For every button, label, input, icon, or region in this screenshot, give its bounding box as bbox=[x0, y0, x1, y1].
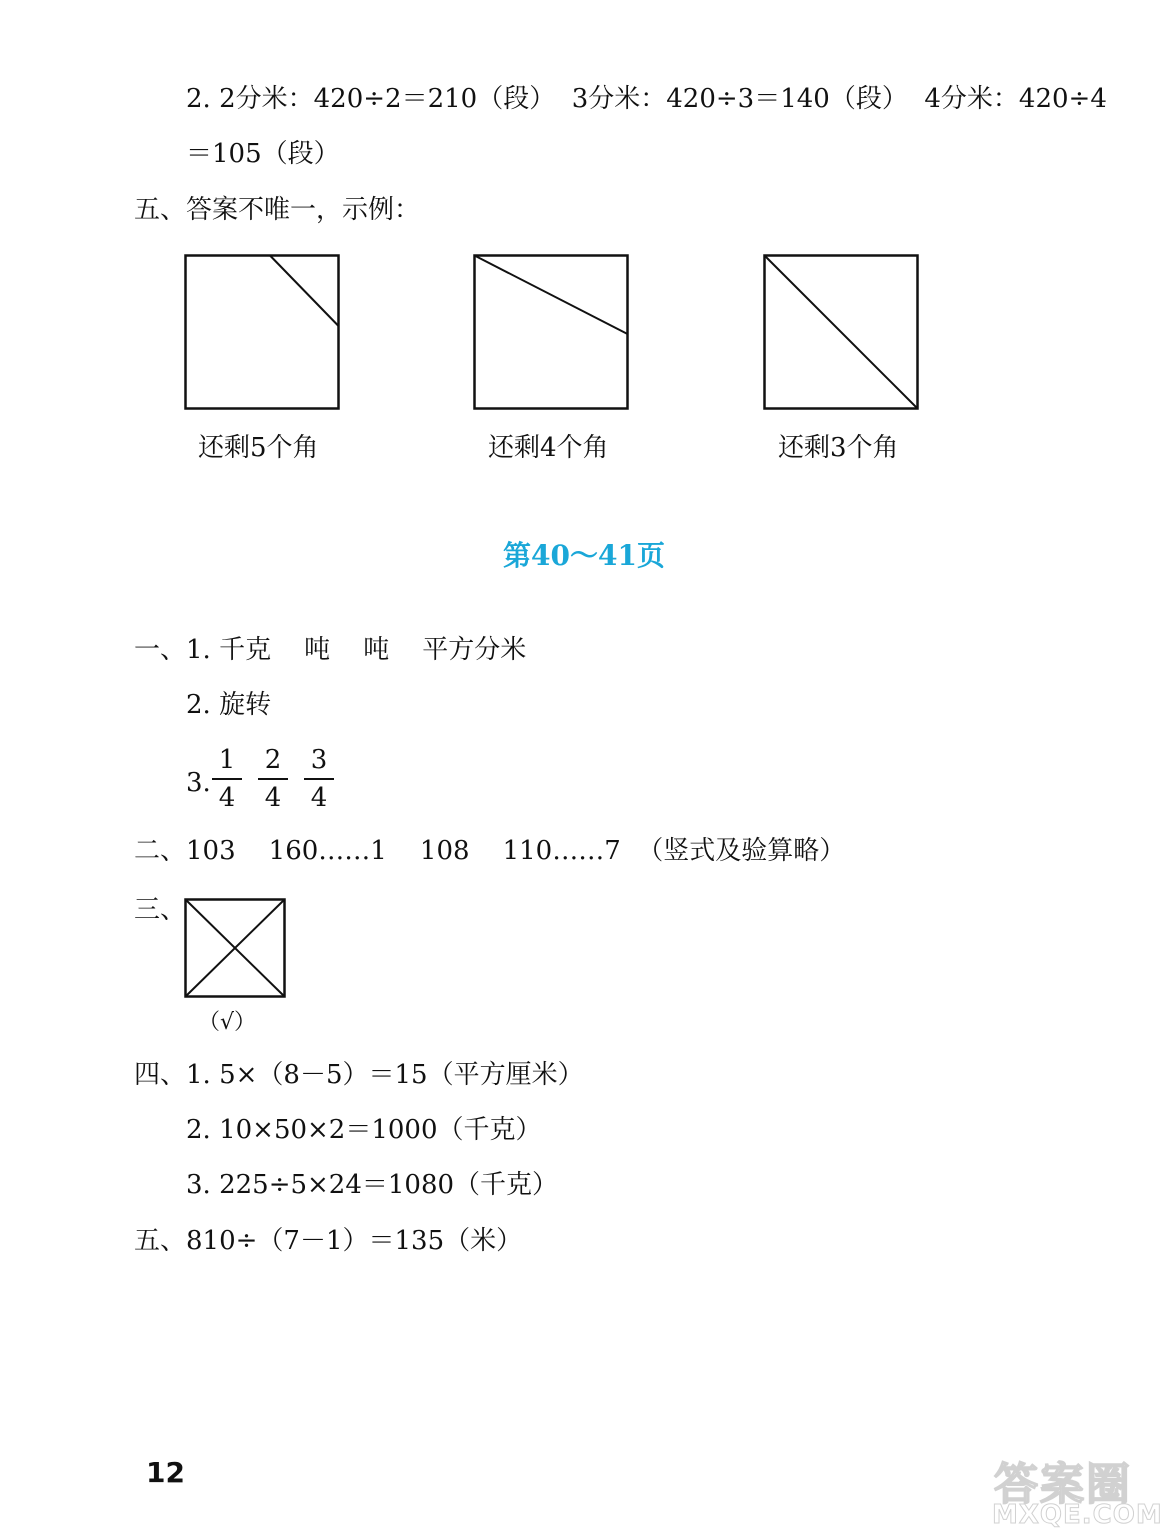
square-cut-side-diagram bbox=[473, 254, 629, 410]
fraction-numerator: 3 bbox=[310, 745, 328, 775]
section-3-check-mark: （√） bbox=[198, 1010, 257, 1035]
section-4-question-2: 2. 10×50×2＝1000（千克） bbox=[186, 1115, 542, 1145]
question-5-heading: 五、答案不唯一，示例： bbox=[134, 195, 421, 225]
caption-five-corners: 还剩5个角 bbox=[198, 433, 319, 463]
watermark-logo bbox=[986, 1448, 1164, 1532]
square-cut-diagonal-diagram bbox=[763, 254, 919, 410]
watermark-title: 答案圈 bbox=[994, 1459, 1132, 1510]
square-with-diagonals-diagram bbox=[184, 898, 286, 998]
fraction-numerator: 1 bbox=[218, 745, 236, 775]
square-cut-corner-diagram bbox=[184, 254, 340, 410]
page-range-heading: 第40～41页 bbox=[503, 539, 665, 572]
answer-line-2-part1: 2. 2分米：420÷2＝210（段） 3分米：420÷3＝140（段） 4分米：420÷4 bbox=[186, 84, 1107, 114]
caption-three-corners: 还剩3个角 bbox=[778, 433, 899, 463]
answer-line-2-part2: ＝105（段） bbox=[186, 139, 340, 169]
caption-four-corners: 还剩4个角 bbox=[488, 433, 609, 463]
fraction-denominator: 4 bbox=[264, 783, 282, 813]
fraction-bar bbox=[304, 778, 334, 780]
section-3-label: 三、 bbox=[134, 895, 187, 925]
fraction-denominator: 4 bbox=[218, 783, 236, 813]
watermark-url: MXQE.COM bbox=[992, 1500, 1163, 1530]
fraction-bar bbox=[258, 778, 288, 780]
fraction-numerator: 2 bbox=[264, 745, 282, 775]
section-1-question-3-label: 3. bbox=[186, 768, 211, 798]
fraction-two-quarters bbox=[258, 745, 288, 813]
fraction-one-quarter bbox=[212, 745, 242, 813]
section-2-answers: 二、103 160……1 108 110……7 （竖式及验算略） bbox=[134, 836, 846, 866]
page-number: 12 bbox=[146, 1456, 185, 1489]
section-4-question-1: 四、1. 5×（8－5）＝15（平方厘米） bbox=[134, 1060, 584, 1090]
fraction-bar bbox=[212, 778, 242, 780]
section-4-question-3: 3. 225÷5×24＝1080（千克） bbox=[186, 1170, 559, 1200]
fraction-three-quarters bbox=[304, 745, 334, 813]
section-1-question-1: 一、1. 千克 吨 吨 平方分米 bbox=[134, 635, 527, 665]
fraction-denominator: 4 bbox=[310, 783, 328, 813]
section-5-answer: 五、810÷（7－1）＝135（米） bbox=[134, 1226, 523, 1256]
section-1-question-2: 2. 旋转 bbox=[186, 690, 272, 720]
